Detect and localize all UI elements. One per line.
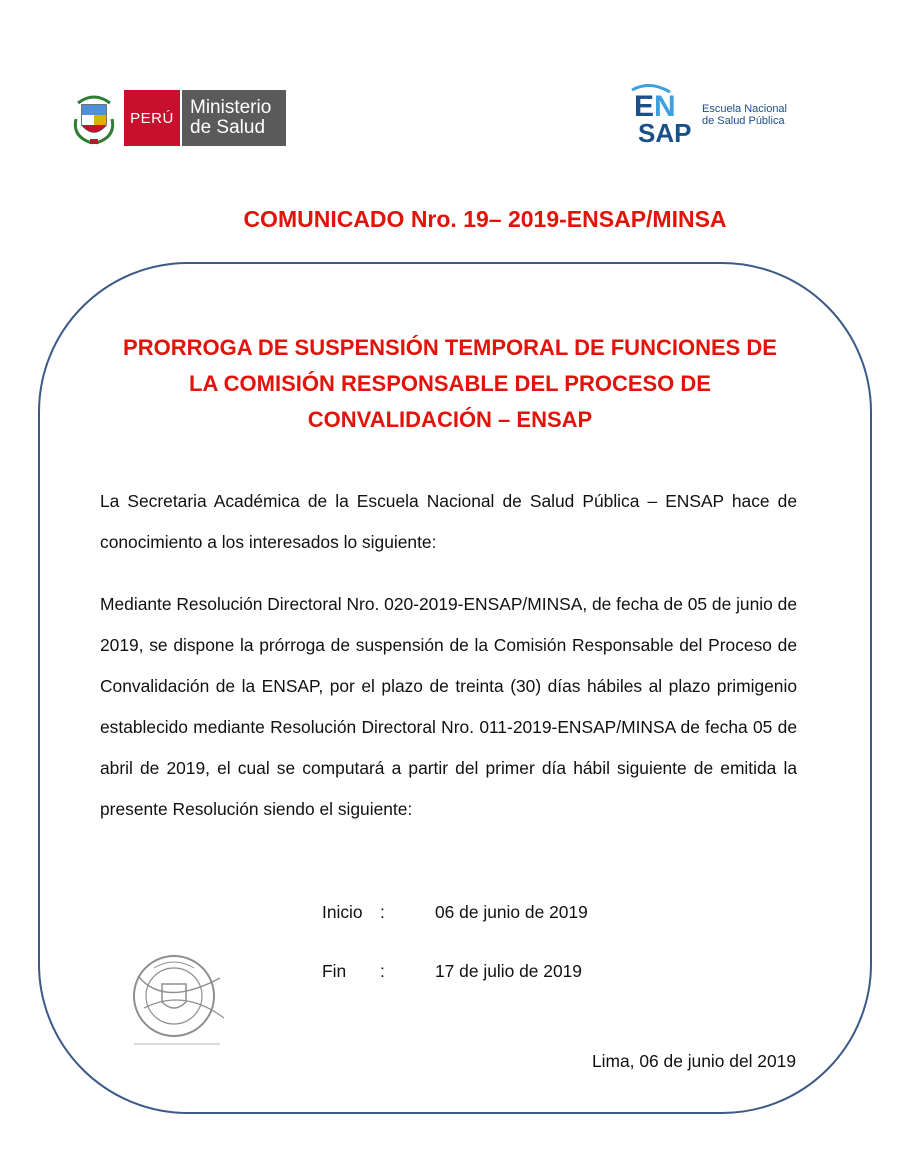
- coat-of-arms-icon: [72, 89, 116, 147]
- ministry-line-1: Ministerio: [190, 97, 272, 118]
- title-line-1: PRORROGA DE SUSPENSIÓN TEMPORAL DE FUNCIONES DE: [123, 335, 777, 360]
- ministry-line-2: de Salud: [190, 117, 266, 138]
- minsa-logo: [72, 88, 286, 148]
- svg-text:N: N: [654, 90, 676, 123]
- place-date: Lima, 06 de junio del 2019: [591, 1051, 796, 1071]
- schedule-end-colon: :: [380, 961, 385, 981]
- schedule-start-label: Inicio: [322, 902, 363, 922]
- official-seal-icon: [124, 948, 234, 1058]
- svg-text:E: E: [634, 90, 655, 123]
- school-name: [702, 103, 787, 127]
- schedule-end-label: Fin: [322, 961, 347, 981]
- schedule-end-date: 17 de julio de 2019: [435, 961, 582, 981]
- peru-badge: PERÚ: [124, 90, 180, 146]
- ministry-label: [180, 90, 286, 146]
- school-line-2: de Salud Pública: [702, 115, 785, 127]
- title-line-2: LA COMISIÓN RESPONSABLE DEL PROCESO DE: [189, 371, 711, 396]
- schedule-start-date: 06 de junio de 2019: [435, 902, 588, 922]
- svg-text:SAP: SAP: [638, 118, 692, 146]
- document-title: [90, 330, 810, 438]
- school-line-1: Escuela Nacional: [702, 103, 787, 115]
- intro-paragraph: La Secretaria Académica de la Escuela Nacional de Salud Pública – ENSAP hace de conocimiento a los interesados lo siguiente:: [100, 491, 797, 552]
- title-line-3: CONVALIDACIÓN – ENSAP: [307, 407, 593, 432]
- resolution-paragraph: Mediante Resolución Directoral Nro. 020-2019-ENSAP/MINSA, de fecha de 05 de junio de 2019, se dispone la prórroga de suspensión de la Comisión Responsable del Proceso de Convalidación de la ENSAP, por el plazo de treinta (30) días hábiles al plazo primigenio establecido mediante Resolución Directoral Nro. 011-2019-ENSAP/MINSA de fecha 05 de abril de 2019, el cual se computará a partir del primer día hábil siguiente de emitida la presente Resolución siendo el siguiente:: [100, 594, 797, 819]
- schedule-start-colon: :: [380, 902, 385, 922]
- communique-number: COMUNICADO Nro. 19– 2019-ENSAP/MINSA: [243, 206, 727, 232]
